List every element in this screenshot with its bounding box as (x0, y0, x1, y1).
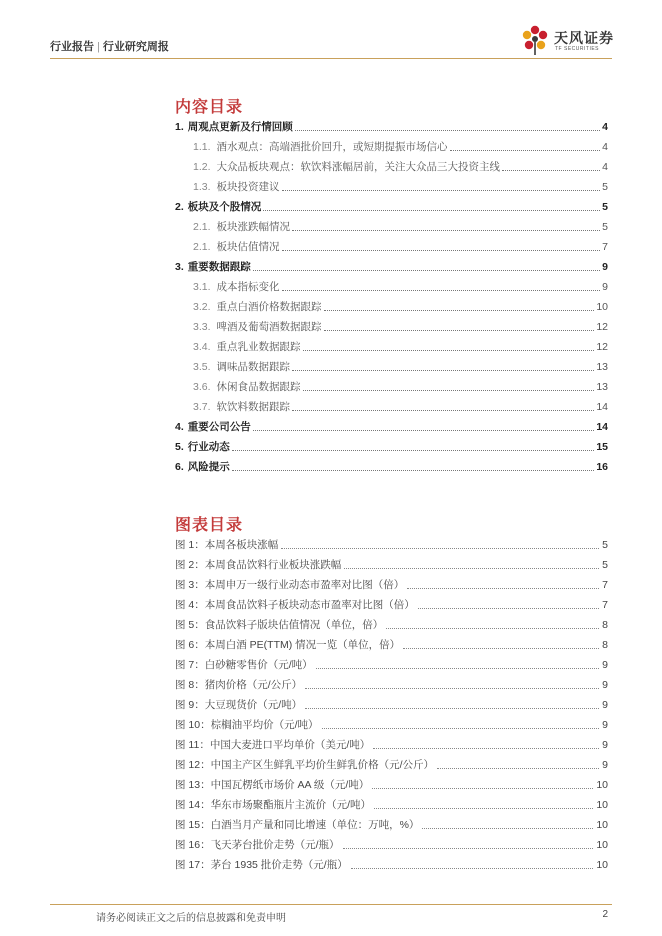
toc-entry-number: 1. (175, 121, 184, 133)
toc-entry-page: 15 (596, 441, 608, 453)
toc-dot-leader (232, 450, 595, 451)
toc-entry-title: 重点乳业数据跟踪 (216, 341, 301, 353)
toc-entry[interactable] (193, 320, 608, 334)
toc-dot-leader (292, 230, 600, 231)
toc-entry-title: 板块投资建议 (216, 181, 280, 193)
toc-entry-page: 13 (596, 381, 608, 393)
figure-entry-title: 图 15：白酒当月产量和同比增速（单位：万吨，%） (175, 819, 420, 831)
toc-entry[interactable] (175, 420, 608, 434)
figure-entry-title: 图 8：猪肉价格（元/公斤） (175, 679, 303, 691)
figure-entry-page: 7 (602, 599, 608, 611)
figure-dot-leader (418, 608, 599, 609)
toc-dot-leader (282, 190, 601, 191)
figure-entry[interactable] (175, 558, 608, 572)
toc-entry-page: 5 (602, 221, 608, 233)
toc-entry[interactable] (193, 380, 608, 394)
toc-dot-leader (324, 310, 595, 311)
figure-entry-title: 图 3：本周申万一级行业动态市盈率对比图（倍） (175, 579, 405, 591)
toc-entry-page: 10 (596, 301, 608, 313)
toc-entry-title: 周观点更新及行情回顾 (187, 121, 293, 133)
toc-entry-page: 14 (596, 421, 608, 433)
toc-entry-page: 7 (602, 241, 608, 253)
toc-entry[interactable] (175, 440, 608, 454)
figure-entry-page: 10 (596, 819, 608, 831)
toc-entry-title: 重要公司公告 (187, 421, 251, 433)
toc-entry-number: 1.2. (193, 161, 211, 173)
toc-entry-number: 2.1. (193, 241, 211, 253)
toc-entry-title: 板块及个股情况 (187, 201, 262, 213)
toc-entry[interactable] (175, 260, 608, 274)
toc-dot-leader (502, 170, 600, 171)
figure-entry-title: 图 1：本周各板块涨幅 (175, 539, 279, 551)
toc-dot-leader (292, 370, 594, 371)
figure-entry-title: 图 14：华东市场聚酯瓶片主流价（元/吨） (175, 799, 372, 811)
toc-entry-number: 3.5. (193, 361, 211, 373)
figure-dot-leader (351, 868, 594, 869)
toc-entry-number: 2.1. (193, 221, 211, 233)
logo-english-text: TF SECURITIES (555, 46, 600, 52)
toc-entry[interactable] (193, 400, 608, 414)
toc-dot-leader (282, 290, 601, 291)
figure-entry[interactable] (175, 538, 608, 552)
toc-dot-leader (295, 130, 600, 131)
toc-entry-number: 3.2. (193, 301, 211, 313)
figure-dot-leader (372, 788, 593, 789)
figure-entry[interactable] (175, 658, 608, 672)
toc-entry-title: 调味品数据跟踪 (216, 361, 291, 373)
figure-entry[interactable] (175, 758, 608, 772)
toc-entry-page: 4 (602, 141, 608, 153)
toc-entry-title: 行业动态 (187, 441, 230, 453)
figure-entry-page: 9 (602, 679, 608, 691)
figure-entry[interactable] (175, 798, 608, 812)
toc-entry-title: 大众品板块观点：软饮料涨幅居前，关注大众品三大投资主线 (216, 161, 501, 173)
toc-entry-page: 5 (602, 181, 608, 193)
figure-dot-leader (437, 768, 599, 769)
figure-entry-title: 图 2：本周食品饮料行业板块涨跌幅 (175, 559, 342, 571)
toc-dot-leader (292, 410, 594, 411)
toc-entry-number: 6. (175, 461, 184, 473)
header-separator: | (97, 41, 100, 53)
figure-entry-title: 图 12：中国主产区生鲜乳平均价生鲜乳价格（元/公斤） (175, 759, 435, 771)
figure-entry-title: 图 5：食品饮料子版块估值情况（单位，倍） (175, 619, 384, 631)
toc-entry-page: 12 (596, 341, 608, 353)
figure-entry-page: 5 (602, 559, 608, 571)
toc-entry-title: 板块涨跌幅情况 (216, 221, 291, 233)
figure-dot-leader (316, 668, 599, 669)
figure-entry-title: 图 13：中国瓦楞纸市场价 AA 级（元/吨） (175, 779, 370, 791)
toc-entry-page: 5 (602, 201, 608, 213)
toc-dot-leader (253, 430, 595, 431)
logo-chinese-text: 天风证券 (554, 30, 614, 46)
toc-entry-title: 重要数据跟踪 (187, 261, 251, 273)
toc-dot-leader (282, 250, 601, 251)
toc-entry[interactable] (175, 460, 608, 474)
figure-entry-page: 8 (602, 619, 608, 631)
toc-entry[interactable] (193, 140, 608, 154)
figure-entry-title: 图 11：中国大麦进口平均单价（美元/吨） (175, 739, 371, 751)
figure-entry[interactable] (175, 858, 608, 872)
toc-entry[interactable] (193, 360, 608, 374)
figure-entry-page: 9 (602, 719, 608, 731)
toc-dot-leader (232, 470, 595, 471)
toc-entry-title: 重点白酒价格数据跟踪 (216, 301, 322, 313)
toc-entry-number: 5. (175, 441, 184, 453)
toc-entry[interactable] (193, 160, 608, 174)
header-report-subtype: 行业研究周报 (102, 41, 169, 53)
toc-dot-leader (263, 210, 600, 211)
toc-entry-number: 2. (175, 201, 184, 213)
figure-entry-page: 10 (596, 839, 608, 851)
header-report-type: 行业报告 (50, 41, 94, 53)
figure-dot-leader (343, 848, 594, 849)
figure-entry-page: 9 (602, 659, 608, 671)
toc-dot-leader (450, 150, 601, 151)
figure-dot-leader (281, 548, 599, 549)
toc-entry-page: 13 (596, 361, 608, 373)
figure-entry-title: 图 10：棕榈油平均价（元/吨） (175, 719, 319, 731)
figure-entry-page: 9 (602, 759, 608, 771)
toc-entry-title: 软饮料数据跟踪 (216, 401, 291, 413)
toc-entry-page: 4 (602, 121, 608, 133)
figure-entry-page: 9 (602, 699, 608, 711)
toc-entry-title: 成本指标变化 (216, 281, 280, 293)
figure-entry-page: 10 (596, 779, 608, 791)
toc-dot-leader (253, 270, 600, 271)
figure-entry[interactable] (175, 778, 608, 792)
toc-entry-page: 12 (596, 321, 608, 333)
toc-entry-number: 1.1. (193, 141, 211, 153)
toc-entry[interactable] (193, 280, 608, 294)
figure-entry[interactable] (175, 618, 608, 632)
figure-entry[interactable] (175, 638, 608, 652)
toc-entry-page: 9 (602, 261, 608, 273)
figure-dot-leader (305, 688, 599, 689)
figure-dot-leader (344, 568, 599, 569)
toc-entry-title: 板块估值情况 (216, 241, 280, 253)
figure-entry[interactable] (175, 818, 608, 832)
toc-entry[interactable] (193, 340, 608, 354)
figure-entry[interactable] (175, 738, 608, 752)
figure-entry[interactable] (175, 598, 608, 612)
toc-entry[interactable] (175, 120, 608, 134)
toc-entry[interactable] (193, 180, 608, 194)
toc-entry-title: 酒水观点：高端酒批价回升，或短期提振市场信心 (216, 141, 448, 153)
toc-entry-number: 3.1. (193, 281, 211, 293)
toc-entry-number: 3.6. (193, 381, 211, 393)
figure-entry-title: 图 6：本周白酒 PE(TTM) 情况一览（单位，倍） (175, 639, 401, 651)
figure-dot-leader (403, 648, 599, 649)
toc-entry-page: 9 (602, 281, 608, 293)
toc-entry-number: 3.7. (193, 401, 211, 413)
toc-entry[interactable] (193, 300, 608, 314)
figure-dot-leader (422, 828, 593, 829)
page-number: 2 (602, 909, 608, 920)
toc-entry-number: 3.4. (193, 341, 211, 353)
toc-entry-title: 风险提示 (187, 461, 230, 473)
toc-entry-page: 14 (596, 401, 608, 413)
figure-entry-title: 图 4：本周食品饮料子板块动态市盈率对比图（倍） (175, 599, 415, 611)
figure-entry-title: 图 16：飞天茅台批价走势（元/瓶） (175, 839, 340, 851)
toc-entry[interactable] (175, 200, 608, 214)
footer-divider (50, 904, 612, 905)
figure-entry[interactable] (175, 578, 608, 592)
flower-logo-icon (518, 22, 552, 56)
figure-dot-leader (322, 728, 600, 729)
toc-entry-number: 3. (175, 261, 184, 273)
toc-entry-number: 1.3. (193, 181, 211, 193)
toc-dot-leader (303, 350, 595, 351)
toc-dot-leader (303, 390, 595, 391)
figure-entry-title: 图 17：茅台 1935 批价走势（元/瓶） (175, 859, 348, 871)
footer-disclaimer: 请务必阅读正文之后的信息披露和免责申明 (96, 913, 286, 924)
figure-entry[interactable] (175, 678, 608, 692)
header-divider (50, 58, 612, 59)
page-header (50, 38, 169, 54)
toc-dot-leader (324, 330, 595, 331)
figure-entry-page: 7 (602, 579, 608, 591)
toc-entry[interactable] (193, 240, 608, 254)
toc-entry[interactable] (193, 220, 608, 234)
figure-dot-leader (373, 748, 599, 749)
figure-entry-page: 10 (596, 799, 608, 811)
toc-entry-title: 休闲食品数据跟踪 (216, 381, 301, 393)
figure-dot-leader (386, 628, 599, 629)
figure-entry-title: 图 7：白砂糖零售价（元/吨） (175, 659, 313, 671)
company-logo (518, 22, 618, 56)
toc-entry-number: 4. (175, 421, 184, 433)
figure-dot-leader (407, 588, 599, 589)
figure-entry[interactable] (175, 698, 608, 712)
figure-entry-page: 8 (602, 639, 608, 651)
figures-title: 图表目录 (175, 517, 244, 534)
figure-dot-leader (374, 808, 593, 809)
figure-entry-title: 图 9：大豆现货价（元/吨） (175, 699, 303, 711)
figure-entry[interactable] (175, 718, 608, 732)
toc-entry-number: 3.3. (193, 321, 211, 333)
figure-dot-leader (305, 708, 599, 709)
toc-title: 内容目录 (175, 99, 244, 116)
figure-entry-page: 5 (602, 539, 608, 551)
toc-entry-page: 16 (596, 461, 608, 473)
figure-entry-page: 10 (596, 859, 608, 871)
figure-entry-page: 9 (602, 739, 608, 751)
toc-entry-page: 4 (602, 161, 608, 173)
toc-entry-title: 啤酒及葡萄酒数据跟踪 (216, 321, 322, 333)
figure-entry[interactable] (175, 838, 608, 852)
